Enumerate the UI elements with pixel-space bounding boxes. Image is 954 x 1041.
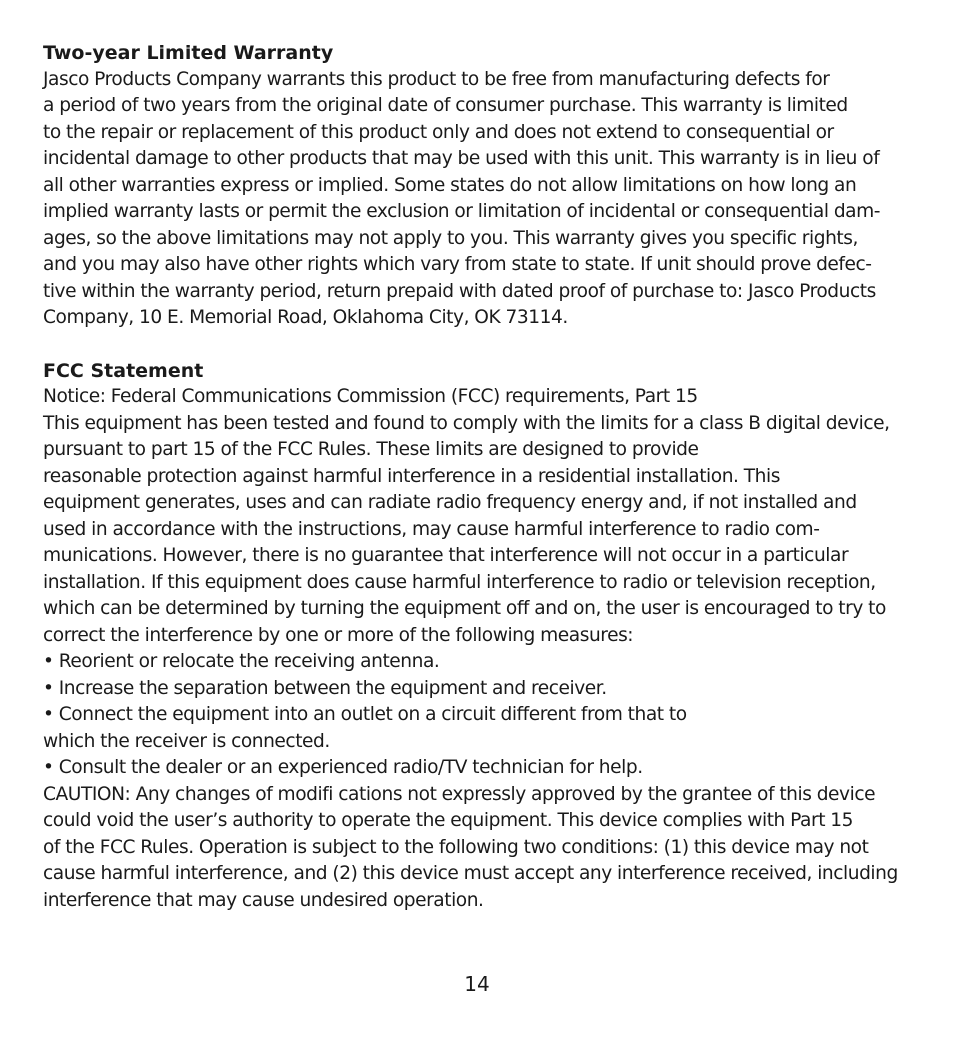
warranty-line: to the repair or replacement of this product only and does not extend to consequential or	[43, 121, 834, 143]
section-spacer	[43, 332, 923, 358]
fcc-line: reasonable protection against harmful interference in a residential installation. This	[43, 465, 780, 487]
fcc-line: of the FCC Rules. Operation is subject to the following two conditions: (1) this device may not	[43, 836, 869, 858]
fcc-bullet-continuation: which the receiver is connected.	[43, 730, 330, 752]
fcc-line: which can be determined by turning the equipment off and on, the user is encouraged to try to	[43, 598, 886, 619]
fcc-line: equipment generates, uses and can radiate radio frequency energy and, if not installed and	[43, 492, 857, 513]
fcc-line: could void the user’s authority to operate the equipment. This device complies with Part 15	[43, 810, 854, 831]
fcc-line: correct the interference by one or more of the following measures:	[43, 624, 634, 646]
fcc-bullet-item: • Consult the dealer or an experienced radio/TV technician for help.	[43, 757, 643, 778]
fcc-line: pursuant to part 15 of the FCC Rules. These limits are designed to provide	[43, 439, 699, 460]
warranty-line: implied warranty lasts or permit the exclusion or limitation of incidental or consequential dam-	[43, 201, 881, 222]
fcc-line: munications. However, there is no guarantee that interference will not occur in a particular	[43, 545, 849, 566]
page-number: 14	[464, 972, 490, 996]
warranty-line: tive within the warranty period, return prepaid with dated proof of purchase to: Jasco Products	[43, 280, 876, 302]
fcc-line: installation. If this equipment does cause harmful interference to radio or television reception,	[43, 571, 876, 593]
fcc-line: cause harmful interference, and (2) this device must accept any interference received, including	[43, 863, 898, 884]
fcc-heading: FCC Statement	[43, 359, 204, 382]
warranty-section	[43, 40, 923, 332]
warranty-line: incidental damage to other products that may be used with this unit. This warranty is in lieu of	[43, 148, 880, 169]
fcc-line: used in accordance with the instructions, may cause harmful interference to radio com-	[43, 518, 820, 540]
fcc-bullet-item: • Connect the equipment into an outlet on a circuit different from that to	[43, 704, 687, 725]
warranty-line: and you may also have other rights which vary from state to state. If unit should prove defec-	[43, 254, 872, 275]
warranty-heading: Two-year Limited Warranty	[43, 42, 334, 64]
fcc-line: This equipment has been tested and found to comply with the limits for a class B digital device,	[43, 412, 890, 434]
fcc-notice-line: Notice: Federal Communications Commission (FCC) requirements, Part 15	[43, 386, 698, 407]
warranty-line: Jasco Products Company warrants this product to be free from manufacturing defects for	[43, 68, 830, 90]
warranty-line: all other warranties express or implied. Some states do not allow limitations on how long an	[43, 174, 857, 196]
document-page	[43, 40, 923, 914]
fcc-section	[43, 358, 923, 915]
warranty-line: a period of two years from the original date of consumer purchase. This warranty is limited	[43, 95, 848, 116]
warranty-line: ages, so the above limitations may not apply to you. This warranty gives you specific rights,	[43, 227, 858, 249]
fcc-line: interference that may cause undesired operation.	[43, 889, 484, 911]
fcc-bullet-item: • Increase the separation between the equipment and receiver.	[43, 677, 607, 699]
fcc-caution-line: CAUTION: Any changes of modifi cations not expressly approved by the grantee of this device	[43, 783, 876, 805]
warranty-line: Company, 10 E. Memorial Road, Oklahoma City, OK 73114.	[43, 307, 568, 328]
fcc-bullet-item: • Reorient or relocate the receiving antenna.	[43, 651, 440, 672]
